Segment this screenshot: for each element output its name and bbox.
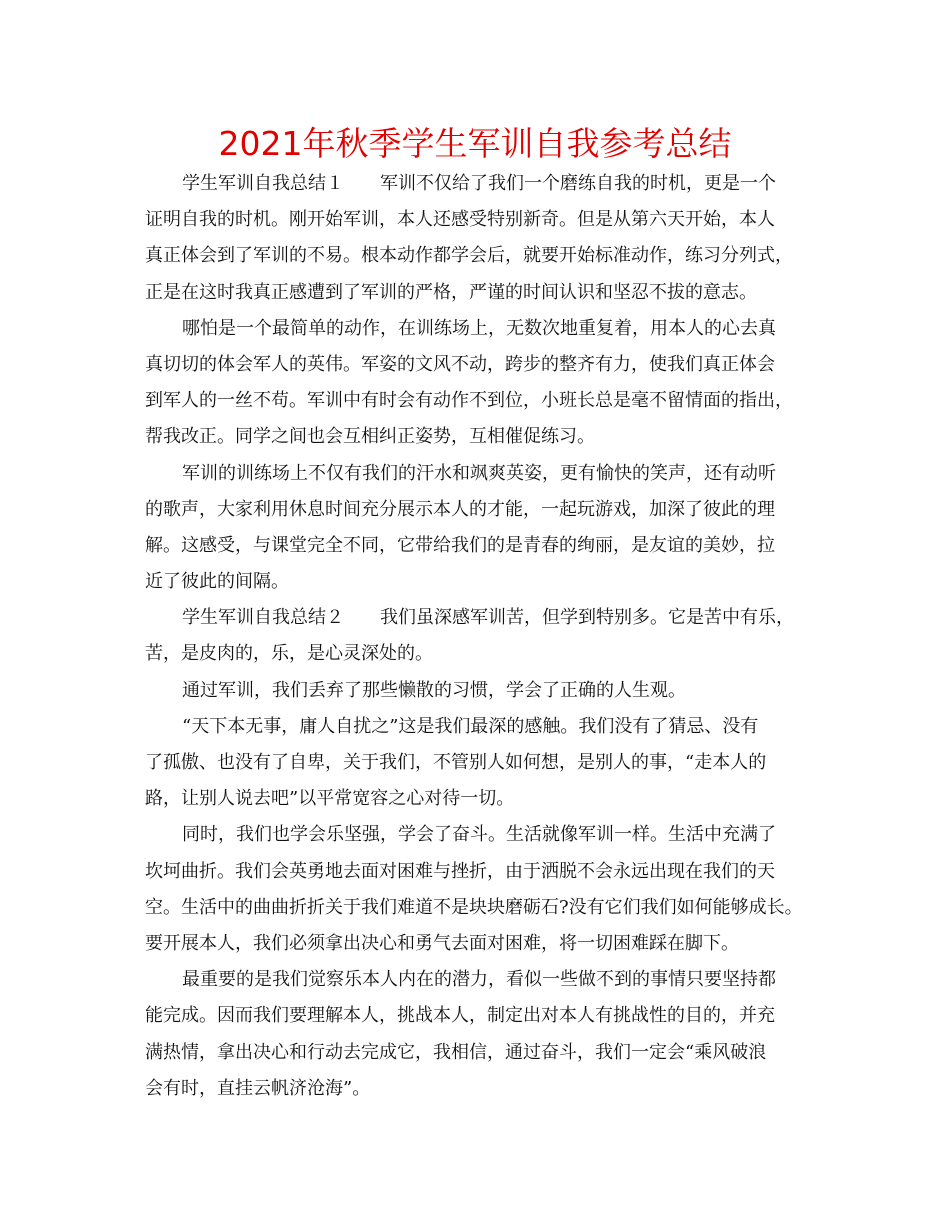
text-line: 学生军训自我总结１ 军训不仅给了我们一个磨练自我的时机，更是一个	[182, 173, 776, 194]
text-line: 证明自我的时机。刚开始军训，本人还感受特别新奇。但是从第六天开始，本人	[145, 209, 775, 231]
text-line: 最重要的是我们觉察乐本人内在的潜力，看似一些做不到的事情只要坚持都	[182, 969, 776, 991]
document-body	[145, 166, 825, 1107]
text-line: 的歌声，大家利用休息时间充分展示本人的才能，一起玩游戏，加深了彼此的理	[145, 498, 775, 520]
text-line: 通过军训，我们丢弃了那些懒散的习惯，学会了正确的人生观。	[182, 679, 686, 701]
text-line: 真正体会到了军训的不易。根本动作都学会后，就要开始标准动作，练习分列式，	[145, 245, 793, 267]
text-line: 正是在这时我真正感遭到了军训的严格，严谨的时间认识和坚忍不拔的意志。	[145, 281, 757, 303]
text-line: 军训的训练场上不仅有我们的汗水和飒爽英姿，更有愉快的笑声，还有动听	[182, 462, 776, 484]
text-line: 了孤傲、也没有了自卑，关于我们，不管别人如何想，是别人的事，“走本人的	[145, 752, 767, 773]
text-line: 会有时，直挂云帆济沧海”。	[145, 1077, 371, 1099]
text-line: 哪怕是一个最简单的动作，在训练场上，无数次地重复着，用本人的心去真	[182, 317, 776, 339]
text-line: 真切切的体会军人的英伟。军姿的文风不动，跨步的整齐有力，使我们真正体会	[145, 353, 775, 375]
text-line: 苦，是皮肉的，乐，是心灵深处的。	[145, 643, 433, 665]
text-line: 路，让别人说去吧”以平常宽容之心对待一切。	[145, 788, 515, 810]
text-line: “天下本无事，庸人自扰之”这是我们最深的感触。我们没有了猜忌、没有	[182, 715, 759, 737]
text-line: 到军人的一丝不苟。军训中有时会有动作不到位，小班长总是毫不留情面的指出，	[145, 390, 793, 412]
text-line: 要开展本人，我们必须拿出决心和勇气去面对困难，将一切困难踩在脚下。	[145, 932, 739, 954]
text-line: 学生军训自我总结２ 我们虽深感军训苦，但学到特别多。它是苦中有乐，	[182, 607, 794, 629]
text-line: 能完成。因而我们要理解本人，挑战本人，制定出对本人有挑战性的目的，并充	[145, 1005, 775, 1027]
text-line: 满热情，拿出决心和行动去完成它，我相信，通过奋斗，我们一定会“乘风破浪	[145, 1041, 767, 1063]
document-title: 2021年秋季学生军训自我参考总结	[218, 124, 732, 163]
text-line: 解。这感受，与课堂完全不同，它带给我们的是青春的绚丽，是友谊的美妙，拉	[145, 534, 775, 556]
text-line: 空。生活中的曲曲折折关于我们难道不是块块磨砺石?没有它们我们如何能够成长。	[145, 896, 803, 918]
text-line: 帮我改正。同学之间也会互相纠正姿势，互相催促练习。	[145, 426, 595, 448]
text-line: 近了彼此的间隔。	[145, 571, 289, 593]
text-line: 同时，我们也学会乐坚强，学会了奋斗。生活就像军训一样。生活中充满了	[182, 824, 776, 846]
text-line: 坎坷曲折。我们会英勇地去面对困难与挫折，由于洒脱不会永远出现在我们的天	[145, 860, 775, 882]
